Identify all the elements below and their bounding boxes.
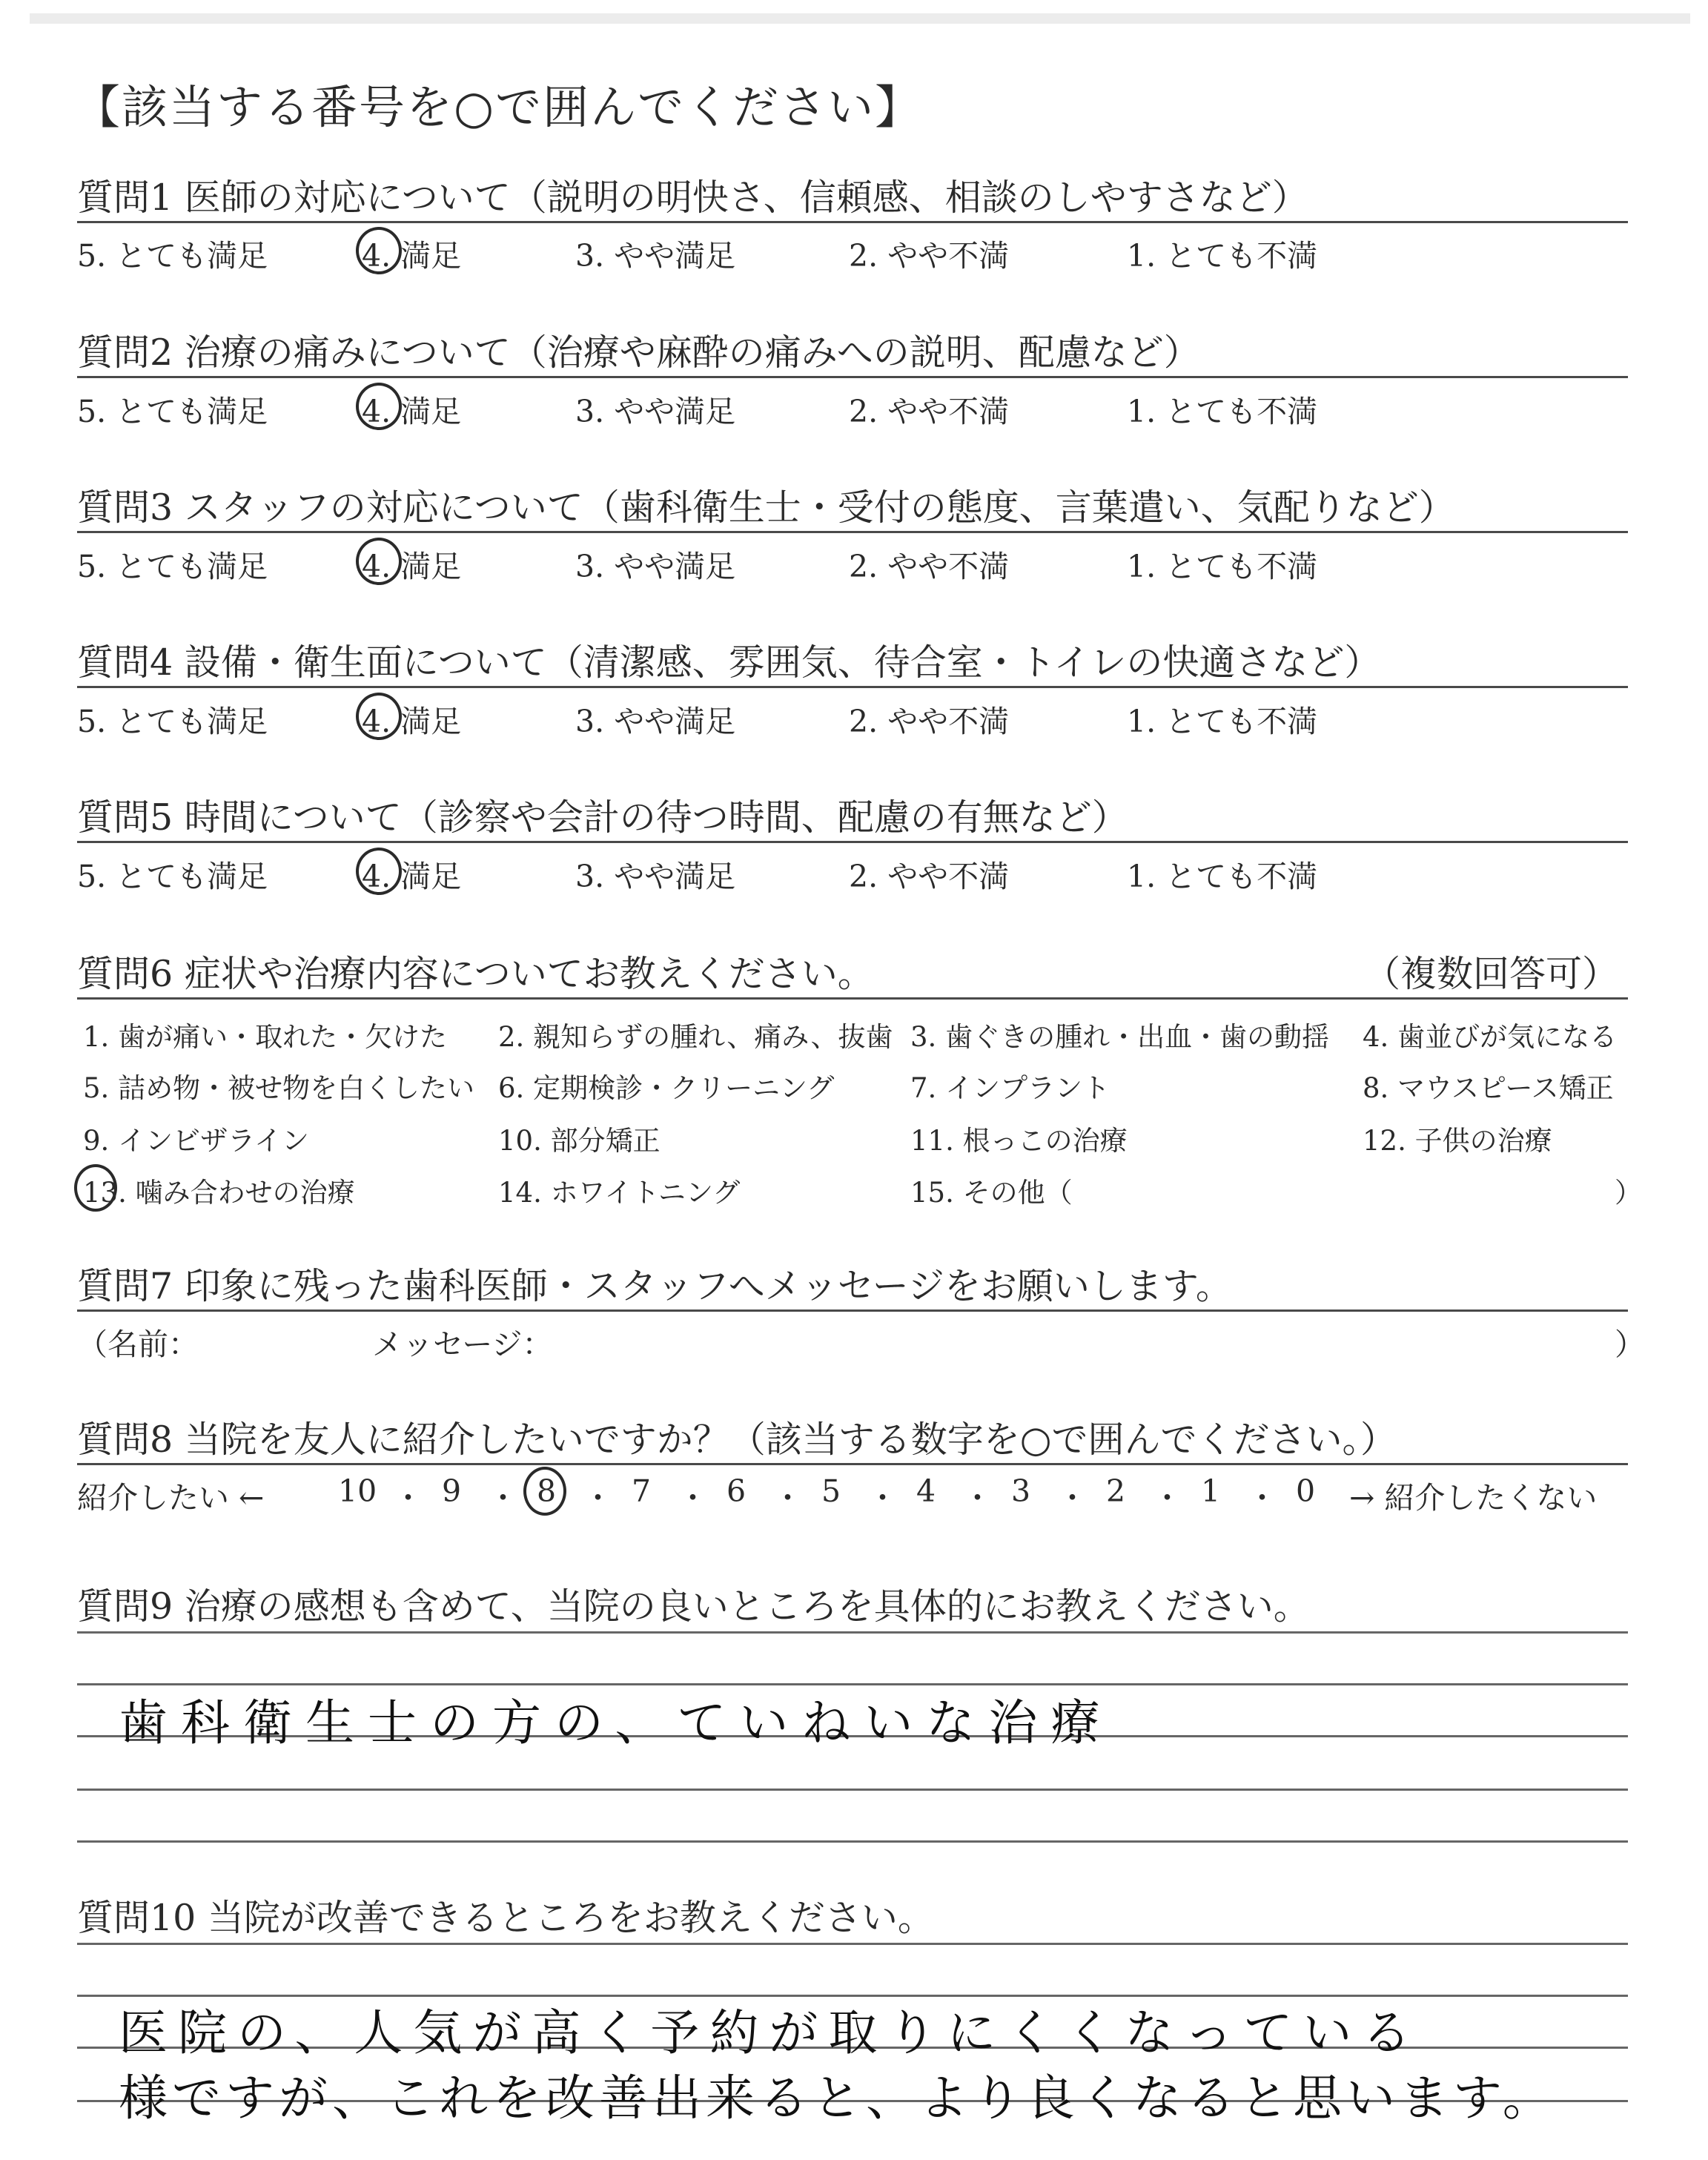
scale-separator: ・ <box>867 1480 898 1516</box>
scale-separator: ・ <box>583 1480 613 1516</box>
q3-option-2[interactable]: 2. やや不満 <box>849 549 1010 584</box>
scale-separator: ・ <box>678 1480 708 1516</box>
scale-value-4[interactable]: 4 <box>916 1473 936 1509</box>
q6-item-1[interactable]: 1. 歯が痛い・取れた・欠けた <box>83 1021 448 1053</box>
message-field-label[interactable]: メッセージ： <box>372 1327 553 1362</box>
divider <box>77 997 1628 1000</box>
q6-item-14[interactable]: 14. ホワイトニング <box>498 1177 741 1209</box>
question-6-note: （複数回答可） <box>1364 953 1619 995</box>
q1-option-3[interactable]: 3. やや満足 <box>575 238 736 274</box>
divider <box>77 841 1628 843</box>
q3-option-5[interactable]: 5. とても満足 <box>77 549 268 584</box>
scale-value-5[interactable]: 5 <box>821 1473 841 1509</box>
q1-option-1[interactable]: 1. とても不満 <box>1127 238 1318 274</box>
question-4-label: 質問4 設備・衛生面について（清潔感、雰囲気、待合室・トイレの快適さなど） <box>77 641 1381 684</box>
question-8-label: 質問8 当院を友人に紹介したいですか？（該当する数字を○で囲んでください。） <box>77 1418 1397 1461</box>
scan-edge <box>30 13 1690 24</box>
divider <box>77 1309 1628 1312</box>
divider <box>77 686 1628 688</box>
scale-separator: ・ <box>488 1480 518 1516</box>
q3-option-1[interactable]: 1. とても不満 <box>1127 549 1318 584</box>
q2-option-4[interactable]: 4. 満足 <box>362 394 462 429</box>
question-3-label: 質問3 スタッフの対応について（歯科衛生士・受付の態度、言葉遣い、気配りなど） <box>77 486 1455 529</box>
question-1-label: 質問1 医師の対応について（説明の明快さ、信頼感、相談のしやすさなど） <box>77 176 1308 219</box>
q1-answer-circle <box>356 227 402 274</box>
q4-option-5[interactable]: 5. とても満足 <box>77 704 268 739</box>
q6-item-7[interactable]: 7. インプラント <box>910 1072 1110 1104</box>
answer-line <box>77 1789 1628 1791</box>
divider <box>77 1463 1628 1465</box>
q5-option-2[interactable]: 2. やや不満 <box>849 859 1010 894</box>
q2-option-5[interactable]: 5. とても満足 <box>77 394 268 429</box>
question-9-label: 質問9 治療の感想も含めて、当院の良いところを具体的にお教えください。 <box>77 1585 1310 1628</box>
divider <box>77 531 1628 533</box>
scale-right-label: → 紹介したくない <box>1349 1480 1598 1516</box>
scale-value-0[interactable]: 0 <box>1296 1473 1316 1509</box>
q6-item-9[interactable]: 9. インビザライン <box>83 1125 309 1157</box>
scale-separator: ・ <box>1057 1480 1088 1516</box>
q6-item-3[interactable]: 3. 歯ぐきの腫れ・出血・歯の動揺 <box>910 1021 1330 1053</box>
scale-value-8[interactable]: 8 <box>537 1473 557 1509</box>
q4-option-3[interactable]: 3. やや満足 <box>575 704 736 739</box>
question-10-label: 質問10 当院が改善できるところをお教えください。 <box>77 1897 934 1939</box>
q6-item-2[interactable]: 2. 親知らずの腫れ、痛み、抜歯 <box>498 1021 893 1053</box>
q2-option-1[interactable]: 1. とても不満 <box>1127 394 1318 429</box>
q3-option-4[interactable]: 4. 満足 <box>362 549 462 584</box>
scale-value-2[interactable]: 2 <box>1106 1473 1126 1509</box>
scale-value-1[interactable]: 1 <box>1201 1473 1221 1509</box>
q6-item-10[interactable]: 10. 部分矯正 <box>498 1125 661 1157</box>
q3-answer-circle <box>356 538 402 585</box>
q6-item-4[interactable]: 4. 歯並びが気になる <box>1363 1021 1618 1053</box>
q1-option-5[interactable]: 5. とても満足 <box>77 238 268 274</box>
q2-option-3[interactable]: 3. やや満足 <box>575 394 736 429</box>
q1-option-4[interactable]: 4. 満足 <box>362 238 462 274</box>
q2-option-2[interactable]: 2. やや不満 <box>849 394 1010 429</box>
scale-separator: ・ <box>1152 1480 1182 1516</box>
q3-option-3[interactable]: 3. やや満足 <box>575 549 736 584</box>
q5-option-3[interactable]: 3. やや満足 <box>575 859 736 894</box>
scale-value-7[interactable]: 7 <box>632 1473 652 1509</box>
q10-handwritten-answer-line-2: 様ですが、これを改善出来ると、より良くなると思います。 <box>119 2070 1556 2127</box>
q5-option-4[interactable]: 4. 満足 <box>362 859 462 894</box>
answer-line <box>77 1943 1628 1945</box>
scale-separator: ・ <box>393 1480 423 1516</box>
q4-answer-circle <box>356 693 402 740</box>
scale-value-9[interactable]: 9 <box>442 1473 462 1509</box>
scale-separator: ・ <box>772 1480 803 1516</box>
q10-handwritten-answer-line-1: 医院の、人気が高く予約が取りにくくなっている <box>119 2004 1422 2061</box>
q2-answer-circle <box>356 383 402 430</box>
form-title: 【該当する番号を○で囲んでください】 <box>74 80 923 134</box>
q4-option-1[interactable]: 1. とても不満 <box>1127 704 1318 739</box>
q6-answer-circle <box>74 1164 117 1212</box>
q4-option-2[interactable]: 2. やや不満 <box>849 704 1010 739</box>
q6-item-15-close: ） <box>1615 1177 1642 1209</box>
q4-option-4[interactable]: 4. 満足 <box>362 704 462 739</box>
question-5-label: 質問5 時間について（診察や会計の待つ時間、配慮の有無など） <box>77 796 1128 839</box>
q6-item-12[interactable]: 12. 子供の治療 <box>1363 1125 1552 1157</box>
scale-value-6[interactable]: 6 <box>726 1473 747 1509</box>
question-6-label: 質問6 症状や治療内容についてお教えください。 <box>77 953 874 995</box>
q6-item-5[interactable]: 5. 詰め物・被せ物を白くしたい <box>83 1072 475 1104</box>
q6-item-6[interactable]: 6. 定期検診・クリーニング <box>498 1072 835 1104</box>
q6-item-11[interactable]: 11. 根っこの治療 <box>910 1125 1128 1157</box>
question-2-label: 質問2 治療の痛みについて（治療や麻酔の痛みへの説明、配慮など） <box>77 331 1200 374</box>
divider <box>77 221 1628 223</box>
scale-value-10[interactable]: 10 <box>338 1473 377 1509</box>
name-field-label[interactable]: （名前： <box>77 1327 199 1362</box>
question-7-label: 質問7 印象に残った歯科医師・スタッフへメッセージをお願いします。 <box>77 1265 1232 1307</box>
divider <box>77 376 1628 378</box>
q8-answer-circle <box>523 1467 566 1516</box>
answer-line <box>77 1631 1628 1634</box>
message-field-close: ） <box>1615 1327 1645 1362</box>
q6-item-15[interactable]: 15. その他（ <box>910 1177 1073 1209</box>
q9-handwritten-answer: 歯科衛生士の方の、ていねいな治療 <box>119 1694 1113 1751</box>
scale-separator: ・ <box>962 1480 993 1516</box>
answer-line <box>77 1840 1628 1843</box>
q5-answer-circle <box>356 848 402 895</box>
q6-item-8[interactable]: 8. マウスピース矯正 <box>1363 1072 1614 1104</box>
scale-left-label: 紹介したい ← <box>77 1480 265 1516</box>
q5-option-5[interactable]: 5. とても満足 <box>77 859 268 894</box>
q6-item-13[interactable]: 13. 噛み合わせの治療 <box>83 1177 355 1209</box>
q5-option-1[interactable]: 1. とても不満 <box>1127 859 1318 894</box>
scale-separator: ・ <box>1247 1480 1277 1516</box>
scale-value-3[interactable]: 3 <box>1011 1473 1031 1509</box>
q1-option-2[interactable]: 2. やや不満 <box>849 238 1010 274</box>
